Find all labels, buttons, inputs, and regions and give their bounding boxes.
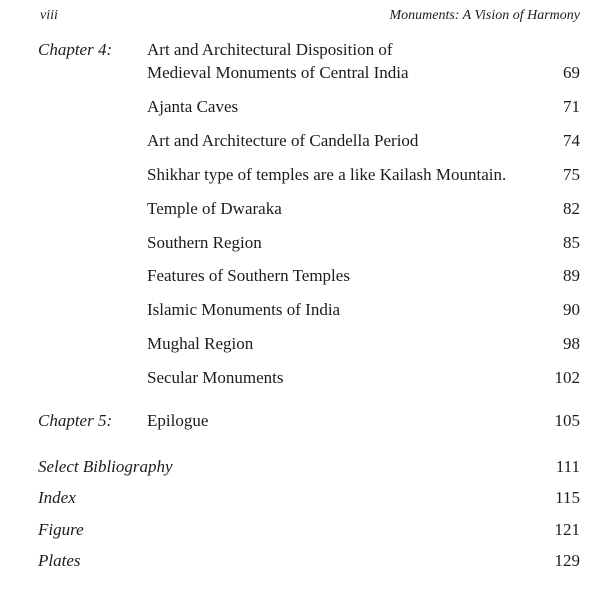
back-matter-page: 129 [554,551,580,570]
toc-entry-title: Art and Architecture of Candella Period [147,131,419,150]
toc-entry-page: 82 [563,199,580,218]
toc-entry-title: Shikhar type of temples are a like Kailash Mountain. [147,165,507,184]
chapter-5-title: Epilogue [147,411,209,430]
back-matter-title: Index [38,488,76,507]
chapter-5-label: Chapter 5: [38,411,113,430]
toc-entry-title: Mughal Region [147,334,254,353]
back-matter-page: 115 [555,488,580,507]
toc-entry-page: 74 [563,131,580,150]
chapter-4-label: Chapter 4: [38,40,113,59]
toc-entry-page: 102 [554,368,580,387]
toc-entry-page: 90 [563,300,580,319]
back-matter-page: 111 [555,457,580,476]
back-matter-title: Plates [38,551,81,570]
toc-entry-title: Ajanta Caves [147,97,239,116]
toc-entry-page: 98 [563,334,580,353]
toc-entry-title: Secular Monuments [147,368,284,387]
chapter-4-title-line2: Medieval Monuments of Central India [147,63,409,82]
running-head-title: Monuments: A Vision of Harmony [389,8,580,23]
toc-entry-page: 89 [563,266,580,285]
toc-entry-page: 71 [563,97,580,116]
chapter-5-page: 105 [554,411,580,430]
toc-entry-page: 75 [563,165,580,184]
toc-entry-title: Features of Southern Temples [147,266,350,285]
toc-entry-title: Southern Region [147,233,262,252]
back-matter-page: 121 [554,520,580,539]
chapter-4-page: 69 [563,63,580,82]
page-number-roman: viii [40,8,58,23]
back-matter-title: Select Bibliography [38,457,173,476]
toc-entry-title: Islamic Monuments of India [147,300,341,319]
back-matter-title: Figure [38,520,84,539]
chapter-4-title-line1: Art and Architectural Disposition of [147,40,393,59]
toc-entry-page: 85 [563,233,580,252]
toc-entry-title: Temple of Dwaraka [147,199,282,218]
